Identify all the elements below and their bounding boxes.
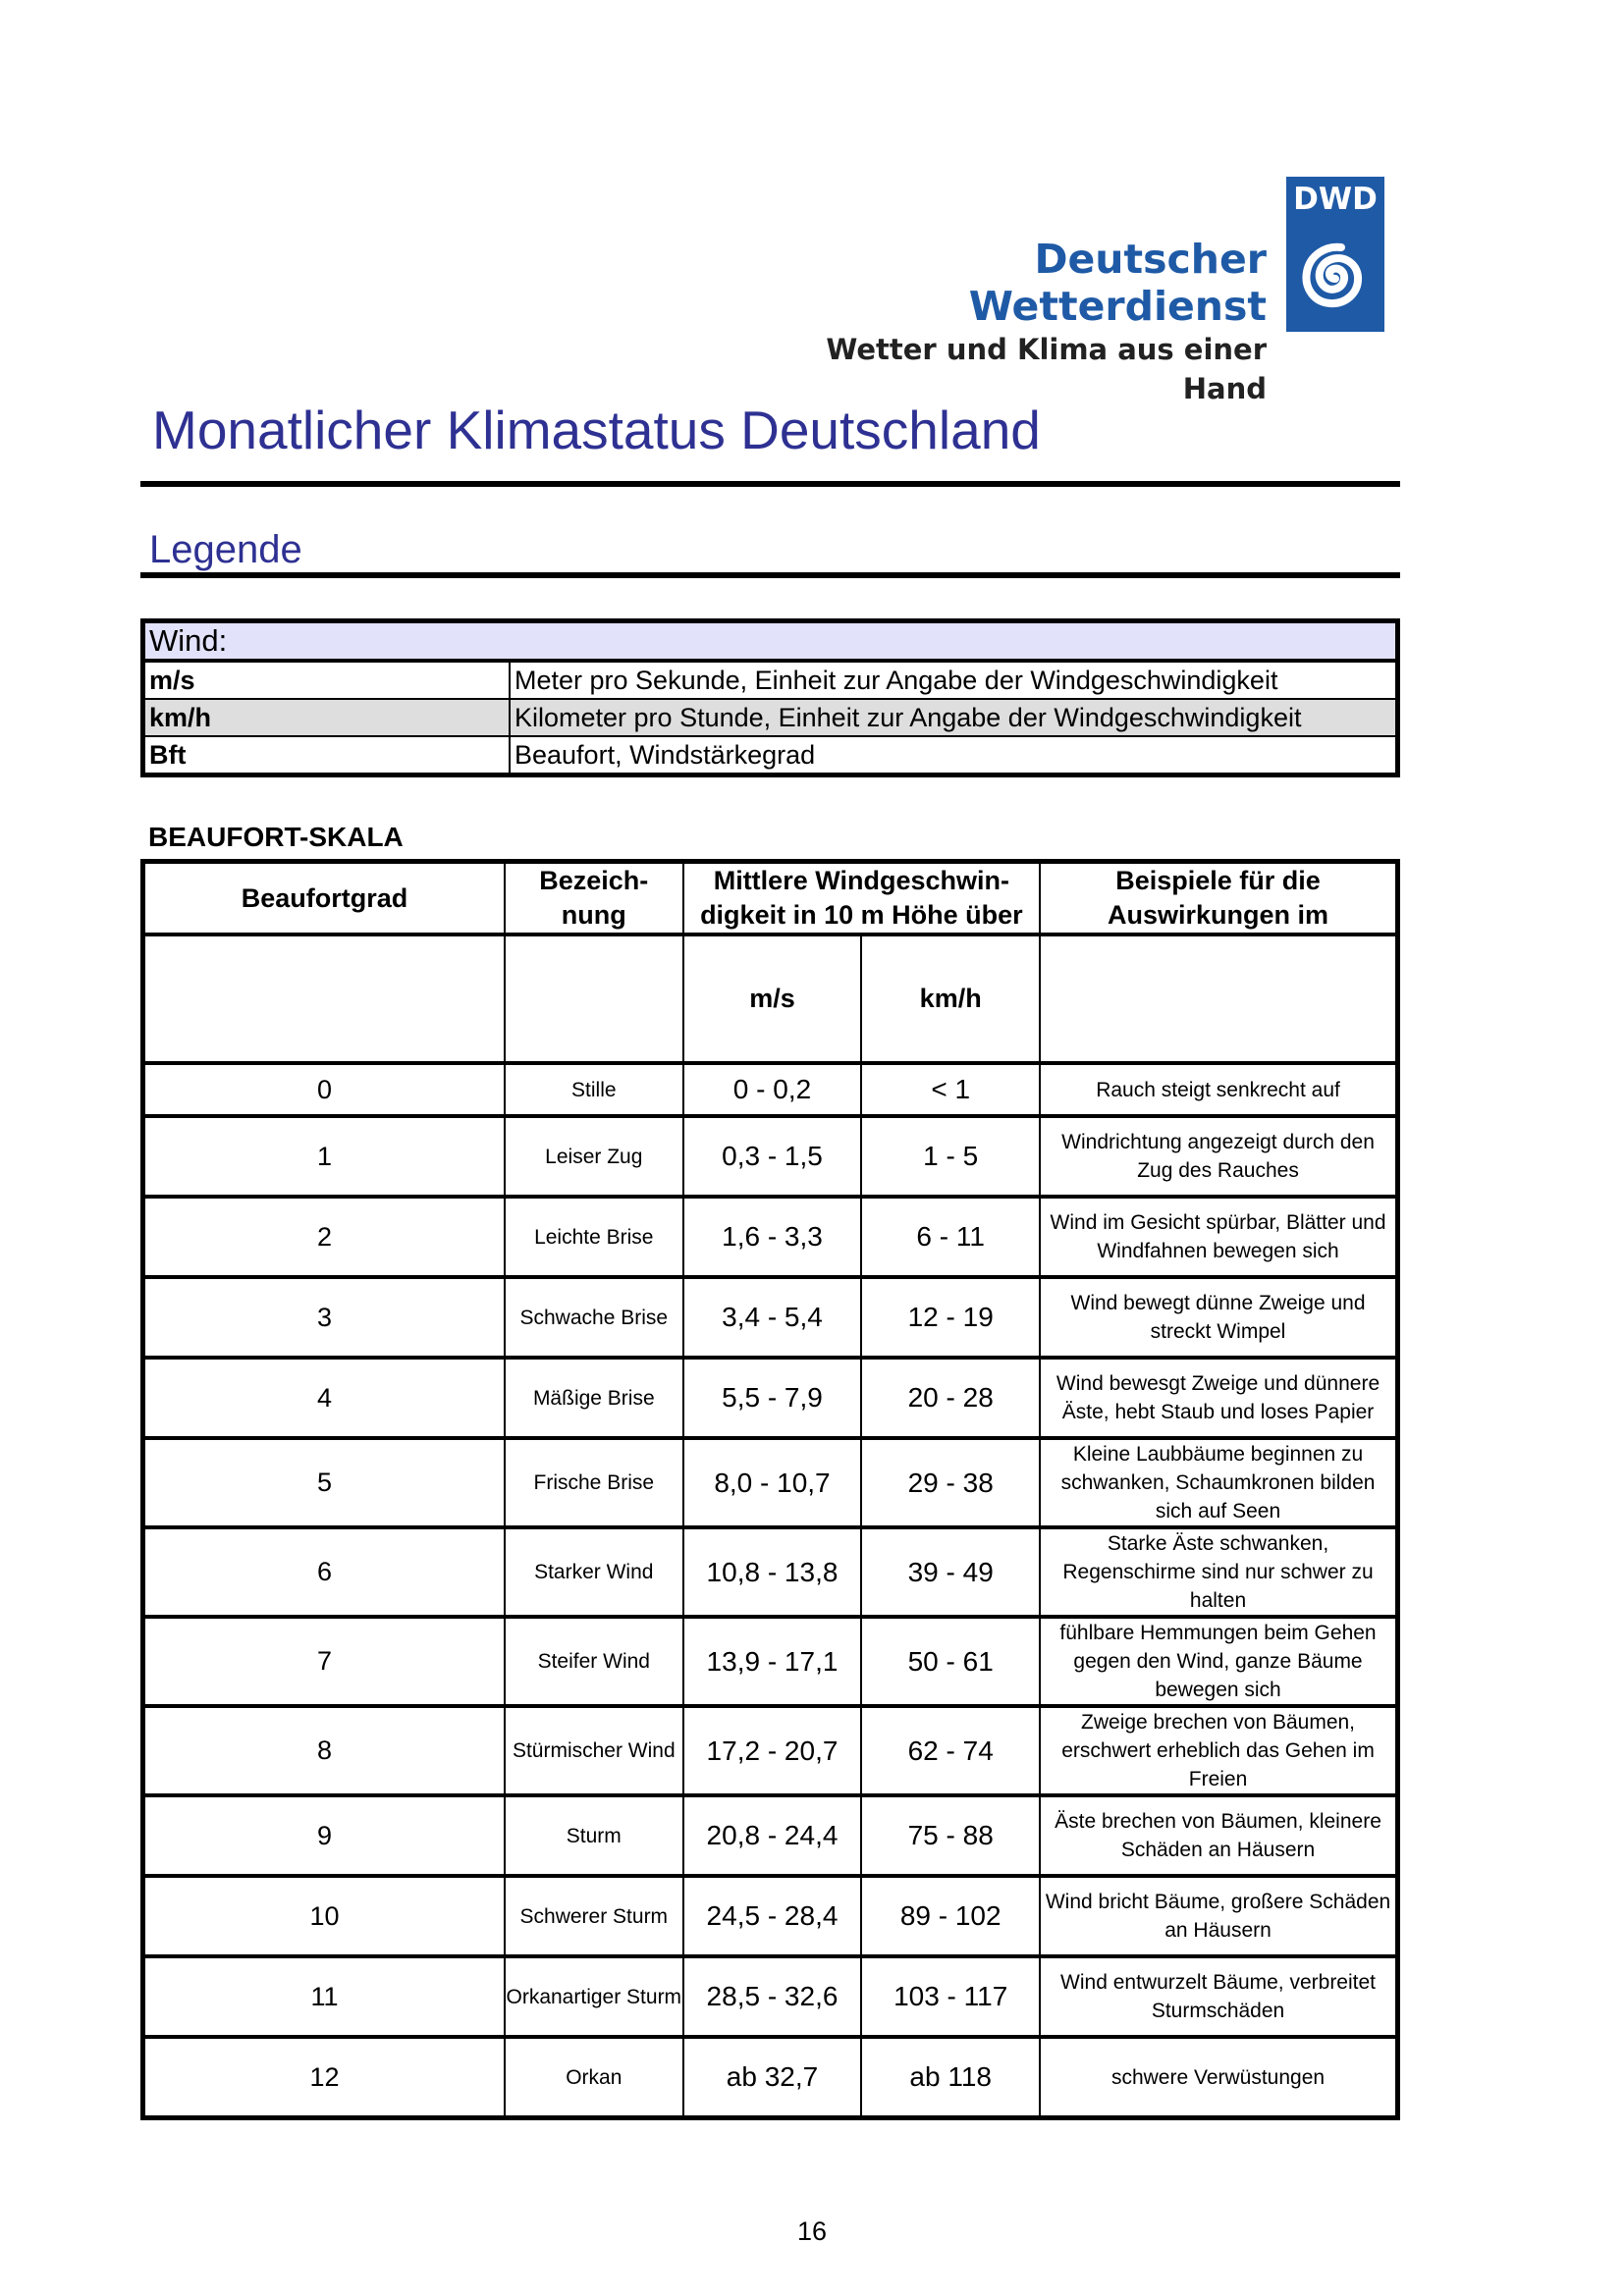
document-title: Monatlicher Klimastatus Deutschland [152, 400, 1041, 460]
beaufort-effects-cell: Wind entwurzelt Bäume, verbreitet Sturmschäden [1040, 1956, 1397, 2037]
beaufort-kmh-cell: ab 118 [861, 2037, 1040, 2118]
beaufort-grad-cell: 4 [143, 1358, 505, 1438]
beaufort-row [143, 1358, 1398, 1438]
wind-legend-header [143, 621, 1398, 662]
subheader-empty [143, 934, 505, 1063]
beaufort-name-cell: Sturm [505, 1795, 683, 1876]
beaufort-grad-cell: 2 [143, 1197, 505, 1277]
beaufort-name-cell: Leiser Zug [505, 1116, 683, 1197]
beaufort-kmh-cell: 6 - 11 [861, 1197, 1040, 1277]
beaufort-effects-cell: Windrichtung angezeigt durch den Zug des Rauches [1040, 1116, 1397, 1197]
beaufort-grad-cell: 5 [143, 1438, 505, 1527]
beaufort-title: BEAUFORT-SKALA [148, 822, 404, 852]
beaufort-row [143, 1876, 1398, 1956]
header-kmh: km/h [861, 934, 1040, 1063]
beaufort-row [143, 1063, 1398, 1116]
header-bezeichnung [505, 862, 683, 935]
beaufort-subheader-row [143, 934, 1398, 1063]
beaufort-row [143, 2037, 1398, 2118]
header-beaufortgrad: Beaufortgrad [143, 862, 505, 935]
wind-unit: Bft [143, 736, 511, 775]
beaufort-ms-cell: 17,2 - 20,7 [683, 1706, 862, 1795]
beaufort-name-cell: Frische Brise [505, 1438, 683, 1527]
beaufort-row [143, 1197, 1398, 1277]
beaufort-ms-cell: 20,8 - 24,4 [683, 1795, 862, 1876]
beaufort-grad-cell: 8 [143, 1706, 505, 1795]
beaufort-name-cell: Leichte Brise [505, 1197, 683, 1277]
beaufort-ms-cell: 5,5 - 7,9 [683, 1358, 862, 1438]
subheader-empty [505, 934, 683, 1063]
beaufort-kmh-cell: 50 - 61 [861, 1617, 1040, 1706]
beaufort-name-cell: Schwerer Sturm [505, 1876, 683, 1956]
beaufort-grad-cell: 9 [143, 1795, 505, 1876]
wind-unit-description: Meter pro Sekunde, Einheit zur Angabe der Windgeschwindigkeit [510, 661, 1398, 699]
header-auswirkungen: Beispiele für die Auswirkungen im [1040, 862, 1397, 935]
beaufort-name-cell: Mäßige Brise [505, 1358, 683, 1438]
org-name: Deutscher Wetterdienst [968, 236, 1267, 330]
beaufort-row [143, 1116, 1398, 1197]
section-rule [140, 572, 1400, 578]
beaufort-effects-cell: Kleine Laubbäume beginnen zu schwanken, Schaumkronen bilden sich auf Seen [1040, 1438, 1397, 1527]
org-tagline: Wetter und Klima aus einer Hand [826, 333, 1267, 405]
beaufort-name-cell: Starker Wind [505, 1527, 683, 1617]
beaufort-kmh-cell: < 1 [861, 1063, 1040, 1116]
beaufort-kmh-cell: 12 - 19 [861, 1277, 1040, 1358]
beaufort-table [140, 859, 1400, 2120]
beaufort-row [143, 1956, 1398, 2037]
beaufort-name-cell: Orkanartiger Sturm [505, 1956, 683, 2037]
beaufort-kmh-cell: 89 - 102 [861, 1876, 1040, 1956]
beaufort-ms-cell: 0,3 - 1,5 [683, 1116, 862, 1197]
beaufort-ms-cell: 1,6 - 3,3 [683, 1197, 862, 1277]
section-title: Legende [149, 528, 302, 571]
spiral-icon [1286, 222, 1384, 332]
beaufort-table-body [143, 1063, 1398, 2118]
beaufort-ms-cell: 24,5 - 28,4 [683, 1876, 862, 1956]
beaufort-effects-cell: Wind im Gesicht spürbar, Blätter und Windfahnen bewegen sich [1040, 1197, 1397, 1277]
dwd-logo-text [756, 236, 1267, 408]
beaufort-effects-cell: Wind bewegt dünne Zweige und streckt Wimpel [1040, 1277, 1397, 1358]
wind-unit-description: Kilometer pro Stunde, Einheit zur Angabe der Windgeschwindigkeit [510, 699, 1398, 736]
beaufort-effects-cell: Starke Äste schwanken, Regenschirme sind nur schwer zu halten [1040, 1527, 1397, 1617]
beaufort-row [143, 1277, 1398, 1358]
beaufort-name-cell: Steifer Wind [505, 1617, 683, 1706]
beaufort-header-row [143, 862, 1398, 935]
header-windgeschwindigkeit: Mittlere Windgeschwin-digkeit in 10 m Höhe über [683, 862, 1040, 935]
beaufort-name-cell: Orkan [505, 2037, 683, 2118]
beaufort-row [143, 1617, 1398, 1706]
beaufort-kmh-cell: 39 - 49 [861, 1527, 1040, 1617]
beaufort-grad-cell: 7 [143, 1617, 505, 1706]
beaufort-effects-cell: schwere Verwüstungen [1040, 2037, 1397, 2118]
beaufort-effects-cell: Wind bewesgt Zweige und dünnere Äste, hebt Staub und loses Papier [1040, 1358, 1397, 1438]
beaufort-effects-cell: Äste brechen von Bäumen, kleinere Schäden an Häusern [1040, 1795, 1397, 1876]
beaufort-name-cell: Stürmischer Wind [505, 1706, 683, 1795]
beaufort-grad-cell: 11 [143, 1956, 505, 2037]
beaufort-name-cell: Stille [505, 1063, 683, 1116]
header-ms: m/s [683, 934, 862, 1063]
beaufort-ms-cell: ab 32,7 [683, 2037, 862, 2118]
beaufort-effects-cell: fühlbare Hemmungen beim Gehen gegen den Wind, ganze Bäume bewegen sich [1040, 1617, 1397, 1706]
beaufort-ms-cell: 28,5 - 32,6 [683, 1956, 862, 2037]
beaufort-name-cell: Schwache Brise [505, 1277, 683, 1358]
beaufort-kmh-cell: 75 - 88 [861, 1795, 1040, 1876]
beaufort-row [143, 1795, 1398, 1876]
beaufort-kmh-cell: 20 - 28 [861, 1358, 1040, 1438]
wind-unit: m/s [143, 661, 511, 699]
beaufort-effects-cell: Wind bricht Bäume, großere Schäden an Häusern [1040, 1876, 1397, 1956]
dwd-logo [1286, 177, 1384, 332]
beaufort-grad-cell: 10 [143, 1876, 505, 1956]
subheader-empty [1040, 934, 1397, 1063]
beaufort-effects-cell: Rauch steigt senkrecht auf [1040, 1063, 1397, 1116]
page-number: 16 [796, 2216, 828, 2246]
beaufort-kmh-cell: 103 - 117 [861, 1956, 1040, 2037]
beaufort-effects-cell: Zweige brechen von Bäumen, erschwert erheblich das Gehen im Freien [1040, 1706, 1397, 1795]
beaufort-kmh-cell: 29 - 38 [861, 1438, 1040, 1527]
beaufort-grad-cell: 0 [143, 1063, 505, 1116]
title-rule [140, 481, 1400, 487]
beaufort-grad-cell: 3 [143, 1277, 505, 1358]
beaufort-row [143, 1527, 1398, 1617]
beaufort-kmh-cell: 1 - 5 [861, 1116, 1040, 1197]
beaufort-row [143, 1706, 1398, 1795]
beaufort-grad-cell: 1 [143, 1116, 505, 1197]
beaufort-grad-cell: 6 [143, 1527, 505, 1617]
beaufort-row [143, 1438, 1398, 1527]
beaufort-ms-cell: 0 - 0,2 [683, 1063, 862, 1116]
wind-unit: km/h [143, 699, 511, 736]
header-bezeichnung-text: Bezeich-nung [539, 866, 649, 930]
logo-abbr: DWD [1293, 182, 1378, 217]
beaufort-ms-cell: 3,4 - 5,4 [683, 1277, 862, 1358]
beaufort-kmh-cell: 62 - 74 [861, 1706, 1040, 1795]
wind-legend-row [143, 661, 1398, 699]
beaufort-ms-cell: 10,8 - 13,8 [683, 1527, 862, 1617]
wind-legend-heading: Wind: [143, 621, 1398, 662]
wind-unit-description: Beaufort, Windstärkegrad [510, 736, 1398, 775]
wind-legend-row [143, 699, 1398, 736]
beaufort-ms-cell: 8,0 - 10,7 [683, 1438, 862, 1527]
beaufort-ms-cell: 13,9 - 17,1 [683, 1617, 862, 1706]
beaufort-grad-cell: 12 [143, 2037, 505, 2118]
wind-legend-row [143, 736, 1398, 775]
wind-legend-table [140, 618, 1400, 777]
